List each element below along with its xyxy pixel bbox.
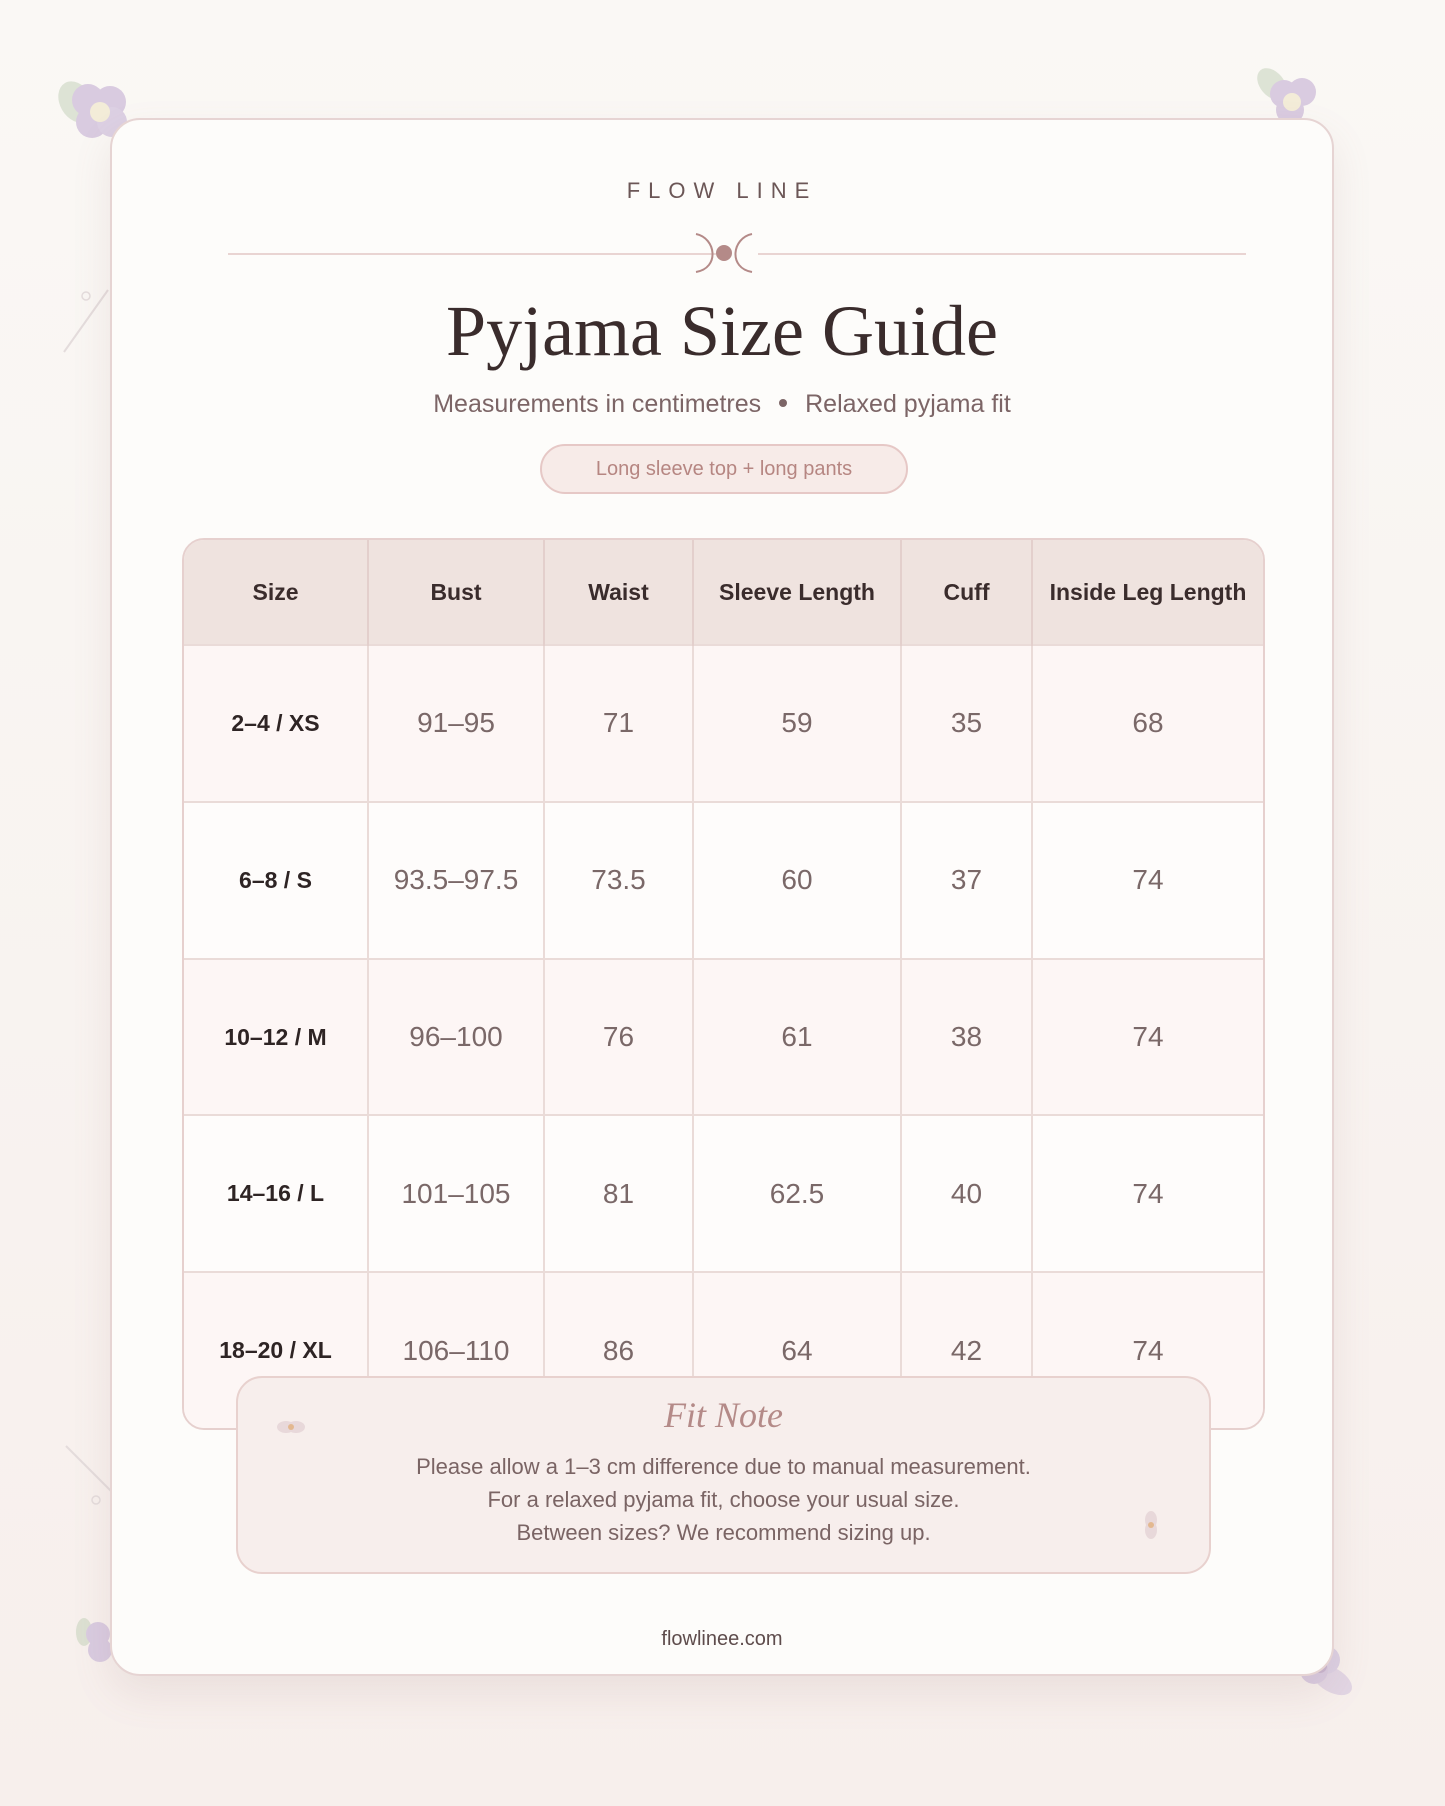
page-title: Pyjama Size Guide bbox=[446, 291, 998, 371]
cell-size: 2–4 / XS bbox=[184, 645, 368, 802]
website-url: flowlinee.com bbox=[661, 1628, 783, 1650]
cell-waist: 86 bbox=[544, 1272, 693, 1428]
cell-inside-leg: 68 bbox=[1032, 645, 1263, 802]
divider-right bbox=[758, 253, 1246, 255]
fit-note-text bbox=[238, 1450, 1209, 1549]
subtitle-units: Measurements in centimetres bbox=[433, 390, 762, 418]
cell-waist: 71 bbox=[544, 645, 693, 802]
size-table bbox=[182, 538, 1265, 1430]
divider-left bbox=[228, 253, 716, 255]
garment-type-badge: Long sleeve top + long pants bbox=[540, 444, 908, 494]
table-row bbox=[184, 645, 1263, 802]
header-inside-leg-length: Inside Leg Length bbox=[1032, 540, 1263, 645]
cell-sleeve-length: 64 bbox=[693, 1272, 901, 1428]
cell-size: 6–8 / S bbox=[184, 802, 368, 959]
cell-inside-leg: 74 bbox=[1032, 802, 1263, 959]
cell-sleeve-length: 62.5 bbox=[693, 1115, 901, 1272]
cell-bust: 106–110 bbox=[368, 1272, 544, 1428]
cell-cuff: 38 bbox=[901, 959, 1032, 1116]
cell-inside-leg: 74 bbox=[1032, 959, 1263, 1116]
cell-cuff: 42 bbox=[901, 1272, 1032, 1428]
table-header-row bbox=[184, 540, 1263, 645]
cell-size: 14–16 / L bbox=[184, 1115, 368, 1272]
header-cuff: Cuff bbox=[901, 540, 1032, 645]
table-row bbox=[184, 1115, 1263, 1272]
cell-bust: 101–105 bbox=[368, 1115, 544, 1272]
cell-cuff: 35 bbox=[901, 645, 1032, 802]
cell-bust: 96–100 bbox=[368, 959, 544, 1116]
cell-bust: 91–95 bbox=[368, 645, 544, 802]
header-size: Size bbox=[184, 540, 368, 645]
cell-inside-leg: 74 bbox=[1032, 1115, 1263, 1272]
cell-sleeve-length: 60 bbox=[693, 802, 901, 959]
fit-note-title: Fit Note bbox=[664, 1395, 783, 1435]
size-guide-card bbox=[110, 118, 1334, 1676]
fit-note-line: For a relaxed pyjama fit, choose your usual size. bbox=[487, 1487, 960, 1512]
cell-sleeve-length: 61 bbox=[693, 959, 901, 1116]
fit-note-box bbox=[236, 1376, 1211, 1574]
cell-sleeve-length: 59 bbox=[693, 645, 901, 802]
header-waist: Waist bbox=[544, 540, 693, 645]
cell-waist: 73.5 bbox=[544, 802, 693, 959]
cell-size: 10–12 / M bbox=[184, 959, 368, 1116]
fit-note-line: Between sizes? We recommend sizing up. bbox=[516, 1520, 931, 1545]
header-bust: Bust bbox=[368, 540, 544, 645]
ornament-icon bbox=[690, 230, 758, 276]
subtitle bbox=[112, 390, 1332, 419]
brand-name: FLOW LINE bbox=[626, 178, 818, 203]
fit-note-line: Please allow a 1–3 cm difference due to manual measurement. bbox=[416, 1454, 1031, 1479]
cell-bust: 93.5–97.5 bbox=[368, 802, 544, 959]
header-sleeve-length: Sleeve Length bbox=[693, 540, 901, 645]
cell-waist: 76 bbox=[544, 959, 693, 1116]
cell-cuff: 40 bbox=[901, 1115, 1032, 1272]
cell-waist: 81 bbox=[544, 1115, 693, 1272]
cell-inside-leg: 74 bbox=[1032, 1272, 1263, 1428]
cell-cuff: 37 bbox=[901, 802, 1032, 959]
table-row bbox=[184, 802, 1263, 959]
bullet-dot bbox=[779, 399, 787, 407]
table-row bbox=[184, 959, 1263, 1116]
subtitle-fit: Relaxed pyjama fit bbox=[805, 390, 1011, 418]
cell-size: 18–20 / XL bbox=[184, 1272, 368, 1428]
